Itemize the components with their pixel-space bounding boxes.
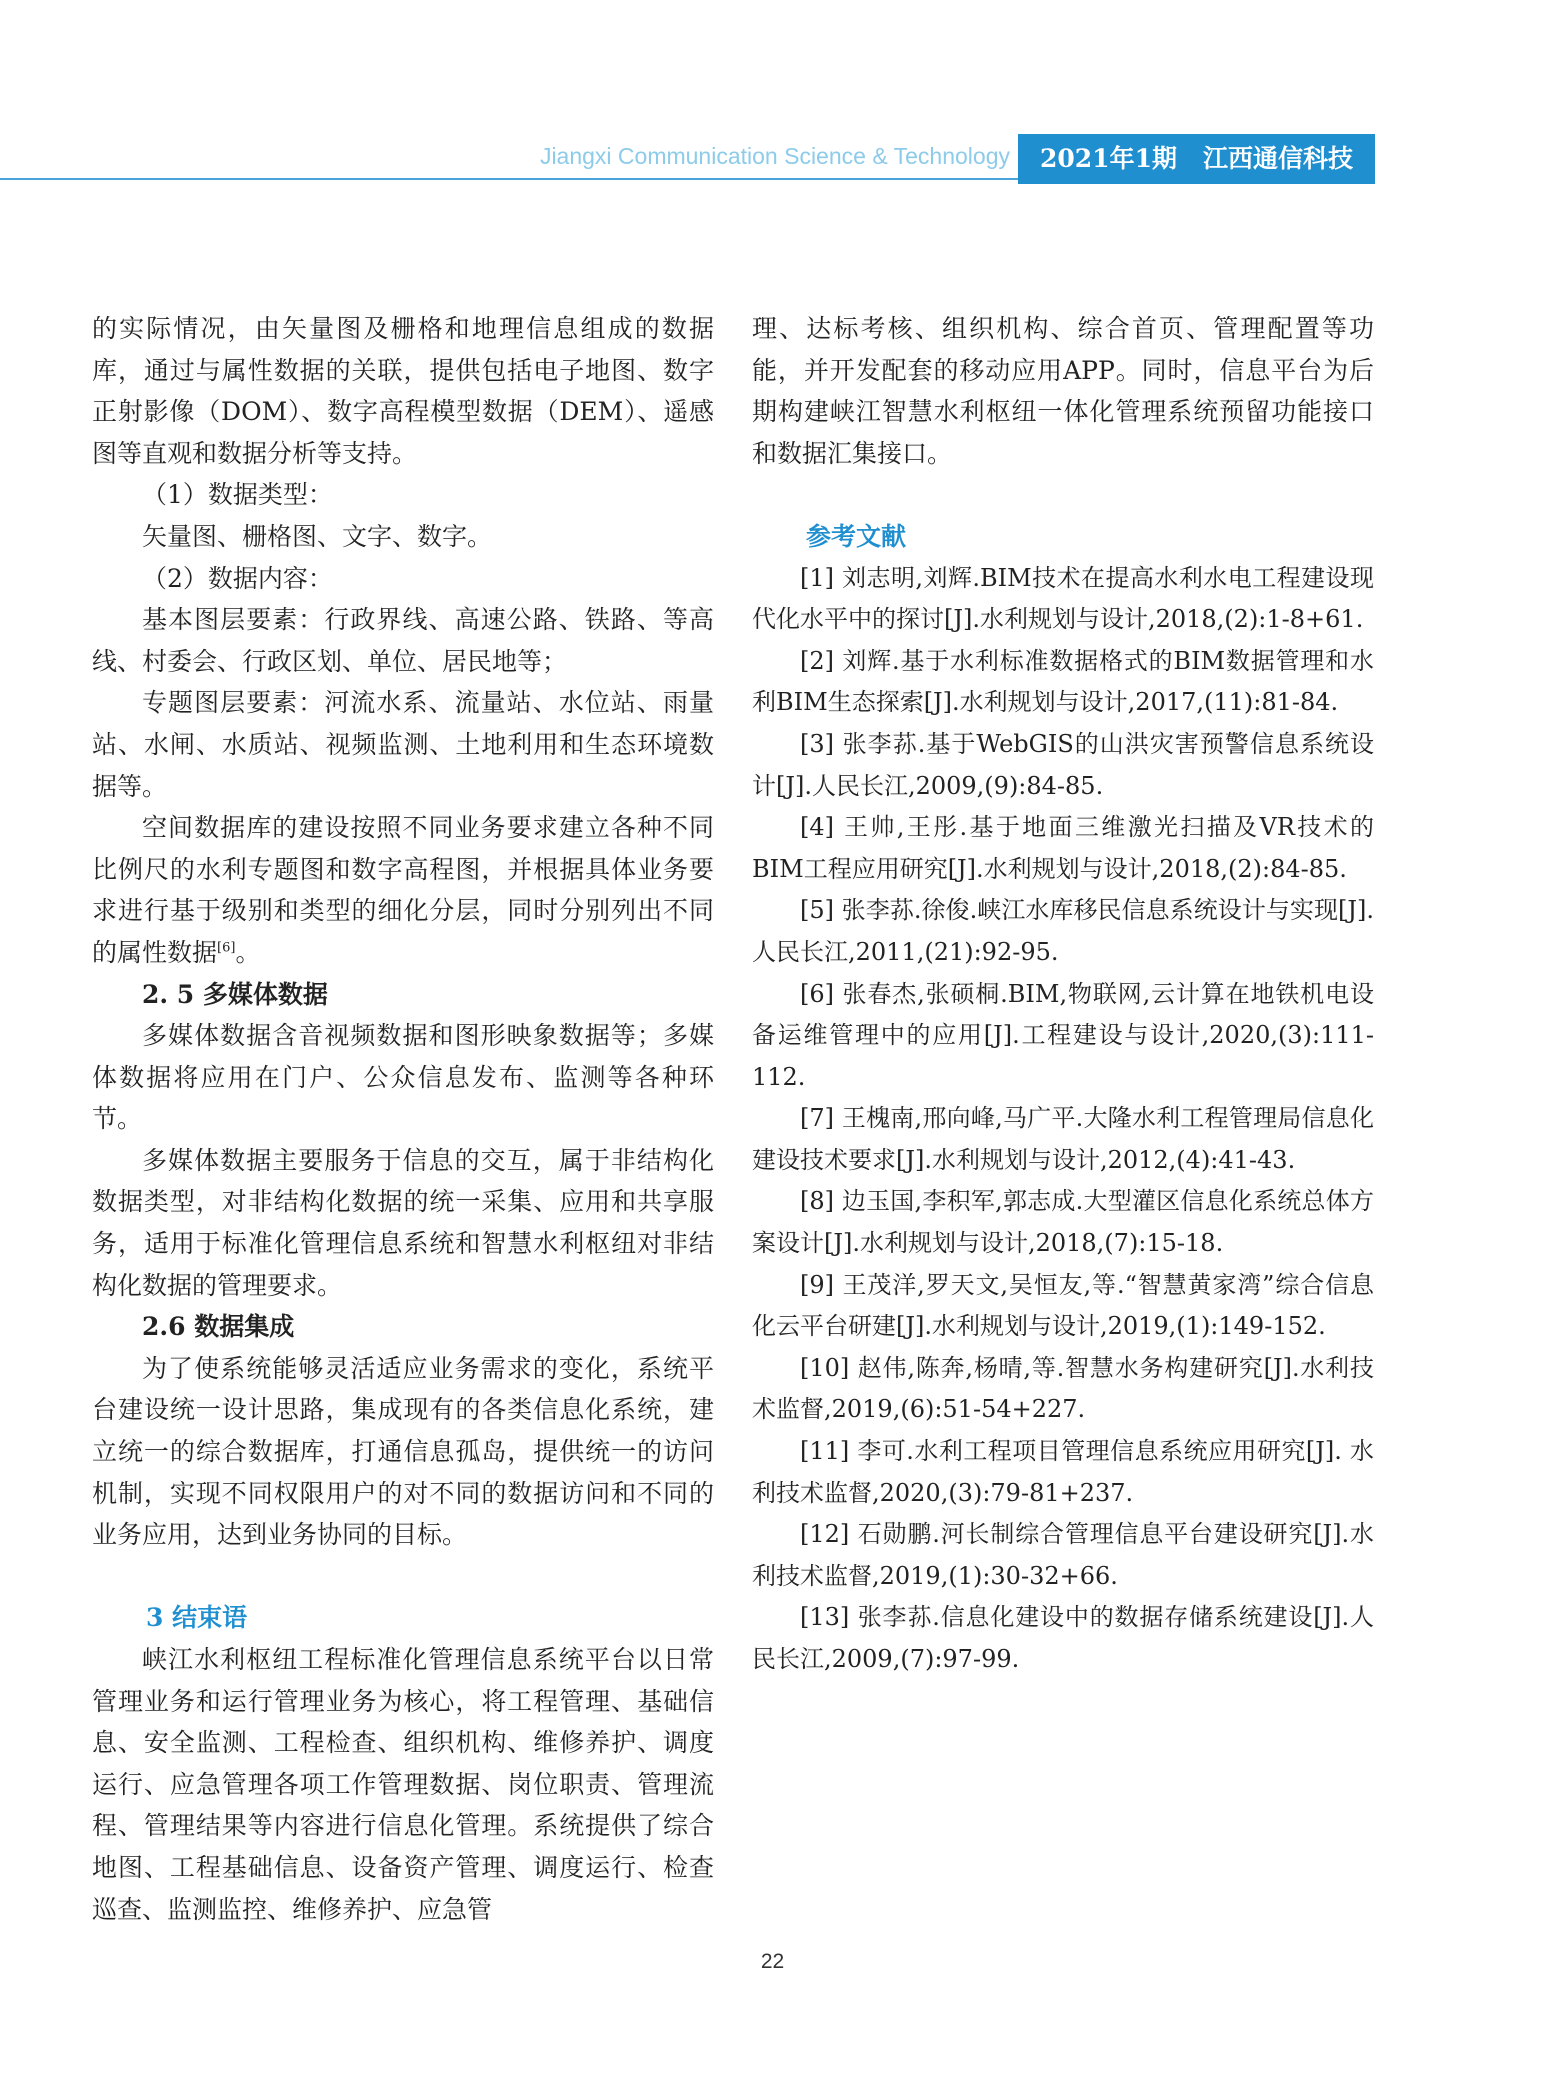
- reference-item: [7] 王槐南,邢向峰,马广平.大隆水利工程管理局信息化建设技术要求[J].水利规划与设计,2012,(4):41-43.: [752, 1104, 1374, 1174]
- reference-item: [1] 刘志明,刘辉.BIM技术在提高水利水电工程建设现代化水平中的探讨[J].水利规划与设计,2018,(2):1-8+61.: [752, 563, 1374, 634]
- spacer: [752, 474, 1374, 516]
- section-heading-3: 3 结束语: [146, 1603, 248, 1633]
- paragraph: [92, 807, 714, 973]
- reference-item: [10] 赵伟,陈奔,杨晴,等.智慧水务构建研究[J].水利技术监督,2019,(6):51-54+227.: [752, 1353, 1374, 1424]
- reference-item: [8] 边玉国,李积军,郭志成.大型灌区信息化系统总体方案设计[J].水利规划与设计,2018,(7):15-18.: [752, 1187, 1374, 1258]
- paragraph: 专题图层要素：河流水系、流量站、水位站、雨量站、水闸、水质站、视频监测、土地利用和生态环境数据等。: [92, 688, 714, 801]
- section-heading-2-5: 2. 5 多媒体数据: [142, 979, 328, 1009]
- journal-chinese-title: 江西通信科技: [1202, 144, 1353, 173]
- spacer: [92, 1556, 714, 1598]
- reference-item: [11] 李可.水利工程项目管理信息系统应用研究[J]. 水利技术监督,2020,(3):79-81+237.: [752, 1437, 1374, 1507]
- reference-item: [3] 张李荪.基于WebGIS的山洪灾害预警信息系统设计[J].人民长江,2009,(9):84-85.: [752, 729, 1374, 800]
- paragraph: 的实际情况，由矢量图及栅格和地理信息组成的数据库，通过与属性数据的关联，提供包括电子地图、数字正射影像（DOM）、数字高程模型数据（DEM）、遥感图等直观和数据分析等支持。: [92, 314, 714, 468]
- reference-item: [4] 王帅,王彤.基于地面三维激光扫描及VR技术的BIM工程应用研究[J].水利规划与设计,2018,(2):84-85.: [752, 813, 1374, 883]
- reference-item: [9] 王茂洋,罗天文,吴恒友,等.“智慧黄家湾”综合信息化云平台研建[J].水利规划与设计,2019,(1):149-152.: [752, 1270, 1374, 1341]
- paragraph: 为了使系统能够灵活适应业务需求的变化，系统平台建设统一设计思路，集成现有的各类信息化系统，建立统一的综合数据库，打通信息孤岛，提供统一的访问机制，实现不同权限用户的对不同的数据访问和不同的业务应用，达到业务协同的目标。: [92, 1353, 714, 1550]
- paragraph: 矢量图、栅格图、文字、数字。: [142, 521, 493, 551]
- reference-item: [5] 张李荪.徐俊.峡江水库移民信息系统设计与实现[J].人民长江,2011,(21):92-95.: [752, 896, 1374, 966]
- references-heading: 参考文献: [806, 521, 907, 551]
- paragraph-text: 空间数据库的建设按照不同业务要求建立各种不同比例尺的水利专题图和数字高程图，并根据具体业务要求进行基于级别和类型的细化分层，同时分别列出不同的属性数据: [92, 813, 714, 967]
- paragraph: 多媒体数据含音视频数据和图形映象数据等；多媒体数据将应用在门户、公众信息发布、监测等各种环节。: [92, 1021, 714, 1134]
- reference-item: [12] 石勋鹏.河长制综合管理信息平台建设研究[J].水利技术监督,2019,(1):30-32+66.: [752, 1520, 1374, 1590]
- paragraph: （1）数据类型：: [142, 480, 333, 510]
- issue-label: 2021年1期: [1040, 144, 1177, 173]
- issue-banner: [1018, 134, 1375, 184]
- reference-item: [6] 张春杰,张硕桐.BIM,物联网,云计算在地铁机电设备运维管理中的应用[J].工程建设与设计,2020,(3):111-112.: [752, 979, 1374, 1091]
- paragraph: 理、达标考核、组织机构、综合首页、管理配置等功能，并开发配套的移动应用APP。同时，信息平台为后期构建峡江智慧水利枢纽一体化管理系统预留功能接口和数据汇集接口。: [752, 314, 1374, 468]
- paragraph: 峡江水利枢纽工程标准化管理信息系统平台以日常管理业务和运行管理业务为核心，将工程管理、基础信息、安全监测、工程检查、组织机构、维修养护、调度运行、应急管理各项工作管理数据、岗位职责、管理流程、管理结果等内容进行信息化管理。系统提供了综合地图、工程基础信息、设备资产管理、调度运行、检查巡查、监测监控、维修养护、应急管: [92, 1645, 714, 1924]
- paragraph: 多媒体数据主要服务于信息的交互，属于非结构化数据类型，对非结构化数据的统一采集、应用和共享服务，适用于标准化管理信息系统和智慧水利枢纽对非结构化数据的管理要求。: [92, 1145, 714, 1300]
- paragraph: （2）数据内容：: [142, 563, 333, 593]
- section-heading-2-6: 2.6 数据集成: [142, 1312, 295, 1342]
- left-column: [92, 308, 714, 1930]
- page-number: 22: [760, 1950, 785, 1973]
- right-column: [752, 308, 1374, 1681]
- citation: [6]: [217, 940, 236, 956]
- reference-item: [13] 张李荪.信息化建设中的数据存储系统建设[J].人民长江,2009,(7):97-99.: [752, 1603, 1374, 1673]
- paragraph: 基本图层要素：行政界线、高速公路、铁路、等高线、村委会、行政区划、单位、居民地等；: [92, 605, 714, 676]
- journal-english-title: Jiangxi Communication Science & Technology: [539, 143, 1010, 169]
- paragraph-end: 。: [235, 937, 261, 967]
- reference-item: [2] 刘辉.基于水利标准数据格式的BIM数据管理和水利BIM生态探索[J].水利规划与设计,2017,(11):81-84.: [752, 646, 1374, 717]
